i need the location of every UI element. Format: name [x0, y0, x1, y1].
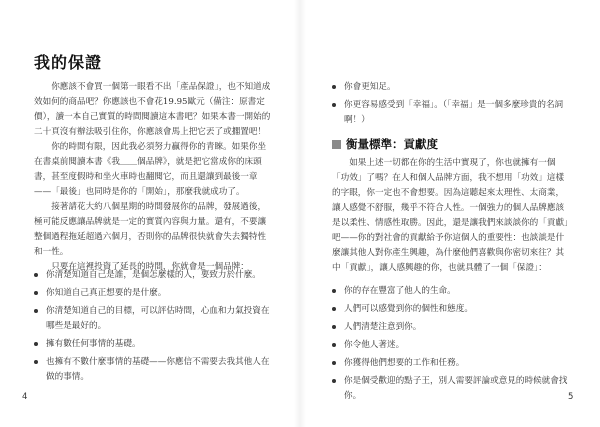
page-gutter — [294, 0, 306, 427]
bullet-dot-icon — [34, 273, 38, 277]
bullet-text: 你知道自己真正想要的是什麼。 — [46, 288, 167, 298]
bullet-text: 你的存在豐富了他人的生命。 — [344, 286, 456, 296]
section-title: 衡量標準：貢獻度 — [346, 137, 438, 151]
bullet-text: 你獲得他們想要的工作和任務。 — [344, 358, 465, 368]
left-paragraph-4: 只要在這裡投資了延長的時間，你就會是一個品牌： — [51, 262, 249, 272]
bullet-dot-icon — [332, 103, 336, 107]
list-item — [34, 355, 274, 385]
bullet-text: 人們可以感覺到你的個性和態度。 — [344, 304, 473, 314]
list-item — [332, 302, 572, 317]
list-item — [332, 320, 572, 335]
section-heading — [332, 136, 438, 152]
list-item — [332, 338, 572, 353]
bullet-dot-icon — [34, 291, 38, 295]
section-square-icon — [332, 140, 341, 149]
bullet-text: 你清楚知道自己的目標，可以評估時間，心血和力氣投資在哪些是最好的。 — [46, 306, 270, 331]
right-paragraph-1: 如果上述一切都在你的生活中實現了，你也就擁有一個「功效」了嗎？在人和個人品牌方面，我不想用「功效」這樣的字眼，你一定也不會想要。因為這聽起來太理性、太商業，讓人感覺不舒服，幾乎不符合人性。一個強力的個人品牌應該是以柔性、情感性取勝。因此，還是讓我們來談談你的「貢獻」吧——你的對社會的貢獻給予你這個人的重要性：也談談是什麼讓其他人對你產生興趣，為什麼他們喜歡與你密切來往？其中「貢獻」，讓人感興趣的你，也就具體了一個「保證」： — [332, 158, 569, 273]
list-item — [332, 80, 572, 95]
chapter-title: 我的保證 — [34, 53, 103, 72]
bullet-dot-icon — [34, 342, 38, 346]
list-item — [34, 337, 274, 352]
list-item — [332, 356, 572, 371]
bullet-text: 人們清楚注意到你。 — [344, 322, 422, 332]
bullet-dot-icon — [332, 289, 336, 293]
bullet-dot-icon — [332, 325, 336, 329]
bullet-dot-icon — [332, 361, 336, 365]
right-bottom-bullet-list — [332, 284, 572, 407]
list-item — [332, 374, 572, 404]
bullet-text: 你是個受歡迎的點子王，別人需要評論或意見的時候就會找你。 — [344, 376, 568, 401]
page-number-left: 4 — [22, 392, 28, 402]
bullet-dot-icon — [332, 379, 336, 383]
right-top-bullet-list — [332, 80, 572, 131]
list-item — [34, 268, 274, 283]
bullet-dot-icon — [34, 309, 38, 313]
list-item — [332, 98, 572, 128]
page-number-right: 5 — [568, 392, 574, 402]
right-body-text — [332, 156, 572, 276]
list-item — [34, 304, 274, 334]
bullet-text: 你清楚知道自己是誰，是個怎麼樣的人，要致力於什麼。 — [46, 270, 261, 280]
list-item — [332, 284, 572, 299]
bullet-dot-icon — [34, 360, 38, 364]
bullet-text: 也擁有不數什麼事情的基礎——你應信不需要去我其他人在做的事情。 — [46, 357, 270, 382]
bullet-dot-icon — [332, 307, 336, 311]
bullet-dot-icon — [332, 85, 336, 89]
left-bullet-list — [34, 268, 274, 388]
left-paragraph-2: 你的時間有限，因此我必須努力贏得你的青睞。如果你坐在書桌前閱讀本書《我＿＿個品牌》，就是把它當成你的床頭書，甚至度假時和坐火車時也翻閱它，而且還讓到最後一章——「最後」也同時是你的「開始」，那麼我就成功了。 — [34, 142, 267, 197]
left-body-text — [34, 80, 274, 275]
bullet-dot-icon — [332, 343, 336, 347]
left-paragraph-3: 接著請花大約八個星期的時間發展你的品牌，發展過後，極可能反應讓品牌就是一定的實質內容與力量。還有，不要讓整個過程拖延超過六個月，否則你的品牌很快就會失去獨特性和一性。 — [34, 202, 267, 257]
bullet-text: 你會更知足。 — [344, 82, 396, 92]
bullet-text: 你更容易感受到「幸福」。（「幸福」是一個多麼珍貴的名詞啊！） — [344, 100, 564, 125]
list-item — [34, 286, 274, 301]
left-paragraph-1: 你應該不會買一個第一眼看不出「產品保證」，也不知道成效如何的商品吧？你應該也不會花19.95歐元（備注：原書定價），讀一本自己實質的時間閱讀這本書吧？如果本書一開始的二十頁沒有辦法吸引住你，你應該會馬上把它丟了或擱置吧！ — [34, 82, 271, 137]
bullet-text: 你令他人著迷。 — [344, 340, 405, 350]
bullet-text: 擁有數任何事情的基礎。 — [46, 339, 141, 349]
